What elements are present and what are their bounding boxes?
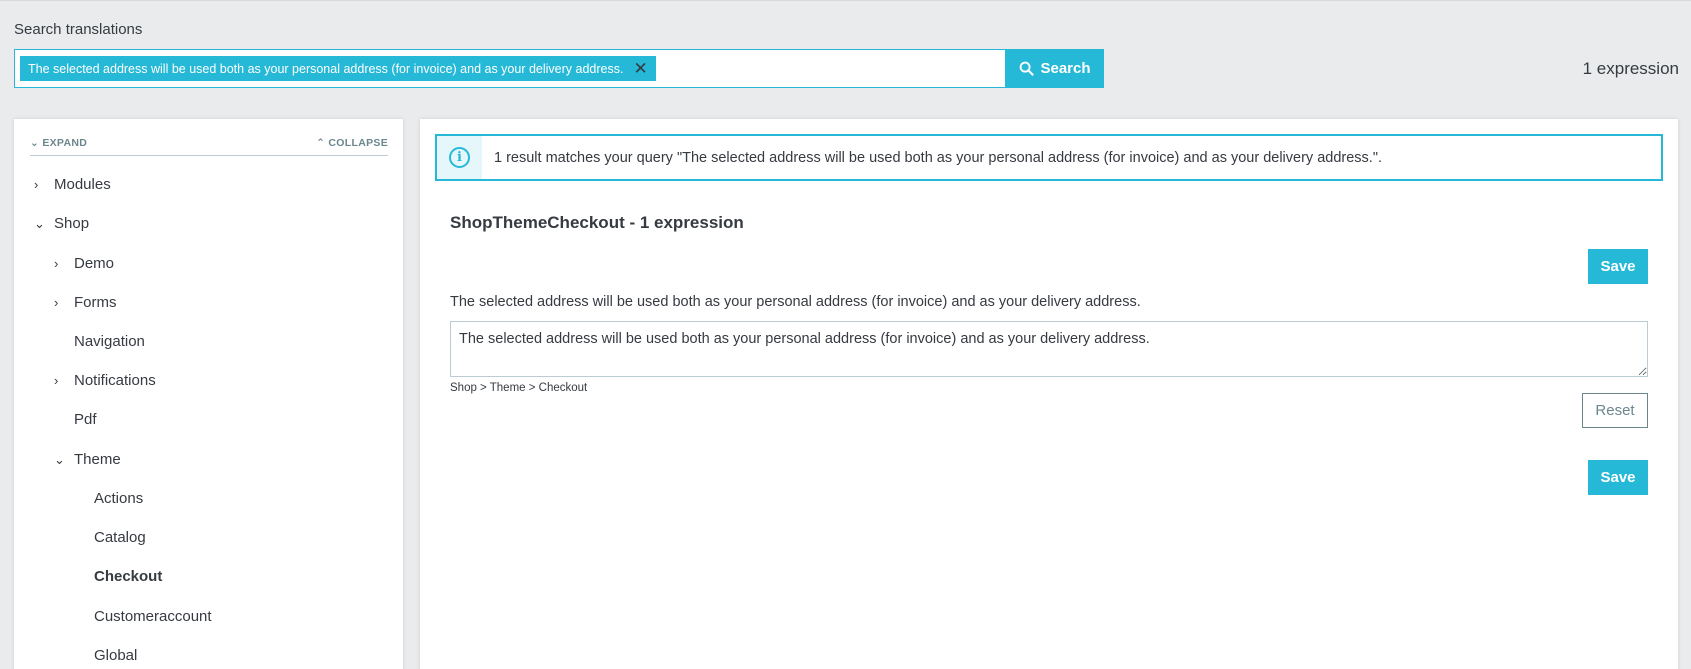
translation-textarea[interactable] [450, 321, 1648, 377]
tree-item-checkout[interactable]: Checkout [94, 568, 163, 585]
search-label: Search translations [14, 21, 143, 38]
tree-item-customeraccount[interactable]: Customeraccount [94, 608, 212, 625]
tree-item-global[interactable]: Global [94, 647, 138, 664]
alert-icon-box [437, 136, 482, 179]
expression-count: 1 expression [1582, 59, 1679, 78]
translations-panel [420, 119, 1678, 669]
chevron-right-icon: › [54, 373, 59, 388]
alert-text: 1 result matches your query "The selected address will be used both as your personal address (for invoice) and as your delivery address.". [494, 149, 1382, 166]
save-button-bottom[interactable]: Save [1588, 460, 1648, 495]
tree-item-navigation[interactable]: Navigation [74, 333, 145, 350]
tree-item-catalog[interactable]: Catalog [94, 529, 146, 546]
search-icon [1019, 61, 1034, 76]
tree-item-notifications[interactable]: › Notifications [54, 372, 156, 389]
chevron-down-icon: ⌄ [30, 137, 40, 149]
search-input[interactable] [14, 49, 1006, 88]
tree-item-theme[interactable]: ⌄ Theme [54, 451, 121, 468]
chevron-down-icon: ⌄ [34, 215, 45, 231]
expand-all-button[interactable]: ⌄ EXPAND [30, 137, 88, 149]
chevron-right-icon: › [54, 256, 59, 271]
search-tag-label: The selected address will be used both as your personal address (for invoice) and as your delivery address. [28, 61, 624, 76]
original-text: The selected address will be used both as your personal address (for invoice) and as your delivery address. [450, 294, 1141, 310]
chevron-right-icon: › [34, 177, 39, 192]
close-icon[interactable]: ✕ [633, 59, 648, 78]
search-tag [20, 56, 656, 81]
info-icon: i [449, 147, 470, 168]
collapse-all-button[interactable]: ⌃ COLLAPSE [316, 137, 388, 149]
translation-tree-panel [14, 119, 403, 669]
reset-button[interactable]: Reset [1582, 393, 1648, 428]
info-alert [435, 134, 1663, 181]
translation-breadcrumb: Shop > Theme > Checkout [450, 382, 588, 394]
search-button[interactable] [1006, 49, 1104, 88]
tree-item-demo[interactable]: › Demo [54, 255, 115, 272]
tree-item-forms[interactable]: › Forms [54, 294, 117, 311]
tree-item-modules[interactable]: › Modules [34, 176, 111, 193]
tree-item-shop[interactable]: ⌄ Shop [34, 215, 90, 232]
save-button-top[interactable]: Save [1588, 249, 1648, 284]
search-button-label: Search [1040, 60, 1091, 77]
chevron-right-icon: › [54, 295, 59, 310]
search-bar [14, 49, 1104, 88]
chevron-down-icon: ⌄ [54, 451, 65, 467]
chevron-up-icon: ⌃ [316, 137, 326, 149]
domain-title: ShopThemeCheckout - 1 expression [450, 213, 744, 232]
tree-item-pdf[interactable]: Pdf [74, 411, 97, 428]
tree-controls [30, 137, 388, 156]
tree-item-actions[interactable]: Actions [94, 490, 144, 507]
